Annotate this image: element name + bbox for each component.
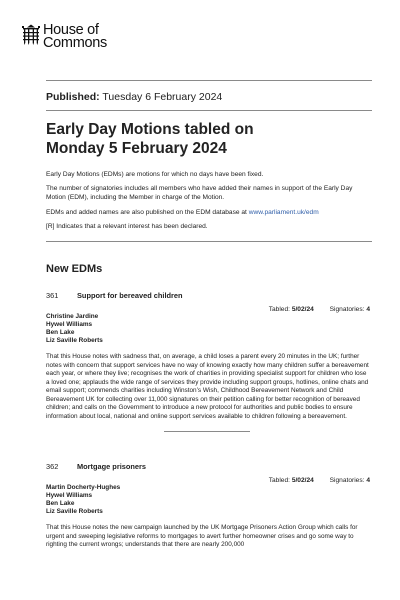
intro-paragraph-2: The number of signatories includes all members who have added their names in support of the Early Day Motion (EDM), including the Member in charge of the Motion. [46, 185, 353, 202]
intro-paragraph-4: [R] Indicates that a relevant interest has been declared. [46, 222, 208, 230]
signatories-label: Signatories: [329, 477, 365, 484]
motion-tabled-info [46, 306, 376, 313]
motion-text: That this House notes the new campaign launched by the UK Mortgage Prisoners Action Group which calls for urgent and sweeping legislative reforms to mortgages to avert further homeowner crises and go some way to righting the current wrongs; understands that there are nearly 200,000 [46, 524, 358, 548]
motion-361 [46, 291, 376, 432]
motion-title: Mortgage prisoners [77, 462, 146, 471]
intro-paragraph-3 [46, 208, 368, 217]
intro-paragraph-3-text: EDMs and added names are also published on the EDM database at [46, 208, 249, 216]
published-date: Tuesday 6 February 2024 [102, 91, 223, 103]
edm-database-link[interactable]: www.parliament.uk/edm [248, 208, 319, 216]
signer-name: Liz Saville Roberts [46, 508, 103, 515]
signer-name: Ben Lake [46, 500, 75, 507]
portcullis-icon [22, 24, 40, 46]
signer-name: Hywel Williams [46, 492, 93, 499]
logo-wordmark [43, 24, 107, 50]
signer-name: Christine Jardine [46, 313, 99, 320]
signer-name: Liz Saville Roberts [46, 337, 103, 344]
intro-notes [46, 170, 368, 236]
signer-name: Hywel Williams [46, 321, 93, 328]
intro-divider [46, 241, 372, 242]
page-title [46, 120, 366, 158]
signer-name: Martin Docherty-Hughes [46, 484, 121, 491]
motion-heading [46, 462, 376, 471]
signatories-count: 4 [366, 477, 370, 484]
signatories-label: Signatories: [329, 306, 365, 313]
motion-number: 361 [46, 291, 59, 300]
tabled-label: Tabled: [268, 306, 290, 313]
published-label: Published: [46, 91, 100, 103]
published-divider [46, 110, 372, 111]
motion-text: That this House notes with sadness that, on average, a child loses a parent every 20 minutes in the UK; further notes with concern that support services have no way of knowing exactly how many children suffer a bereavement each year, or where they live; recognises the work of charities in providing specialist support for children who lose a loved one; applauds the wide range of services they provide including support groups, hotlines, online chats and email support; commends charities including Winston’s Wish, Childhood Bereavement Network and Child Bereavement UK for collecting over 11,000 signatures on their petition calling for better recognition of bereaved children; and calls on the Government to introduce a new protocol for authorities and public bodies to ensure information about local, national and online support services available to children following a bereavement. [46, 353, 369, 420]
header-divider [46, 80, 372, 81]
tabled-date: 5/02/24 [291, 477, 314, 484]
logo-line-1: House of [43, 22, 99, 38]
tabled-label: Tabled: [268, 477, 290, 484]
motion-tabled-info [46, 477, 376, 484]
motion-title: Support for bereaved children [77, 291, 183, 300]
house-of-commons-logo [22, 24, 107, 50]
signer-list [46, 484, 376, 516]
motion-separator [164, 431, 250, 432]
motion-heading [46, 291, 376, 300]
logo-line-2: Commons [43, 35, 107, 51]
section-heading: New EDMs [46, 263, 103, 275]
signatories-count: 4 [366, 306, 370, 313]
motion-number: 362 [46, 462, 59, 471]
published-line [46, 91, 222, 103]
tabled-date: 5/02/24 [291, 306, 314, 313]
intro-paragraph-1: Early Day Motions (EDMs) are motions for which no days have been fixed. [46, 171, 264, 178]
title-line-2: Monday 5 February 2024 [46, 140, 227, 157]
title-line-1: Early Day Motions tabled on [46, 121, 254, 138]
signer-list [46, 313, 376, 345]
motion-362 [46, 462, 376, 550]
signer-name: Ben Lake [46, 329, 75, 336]
